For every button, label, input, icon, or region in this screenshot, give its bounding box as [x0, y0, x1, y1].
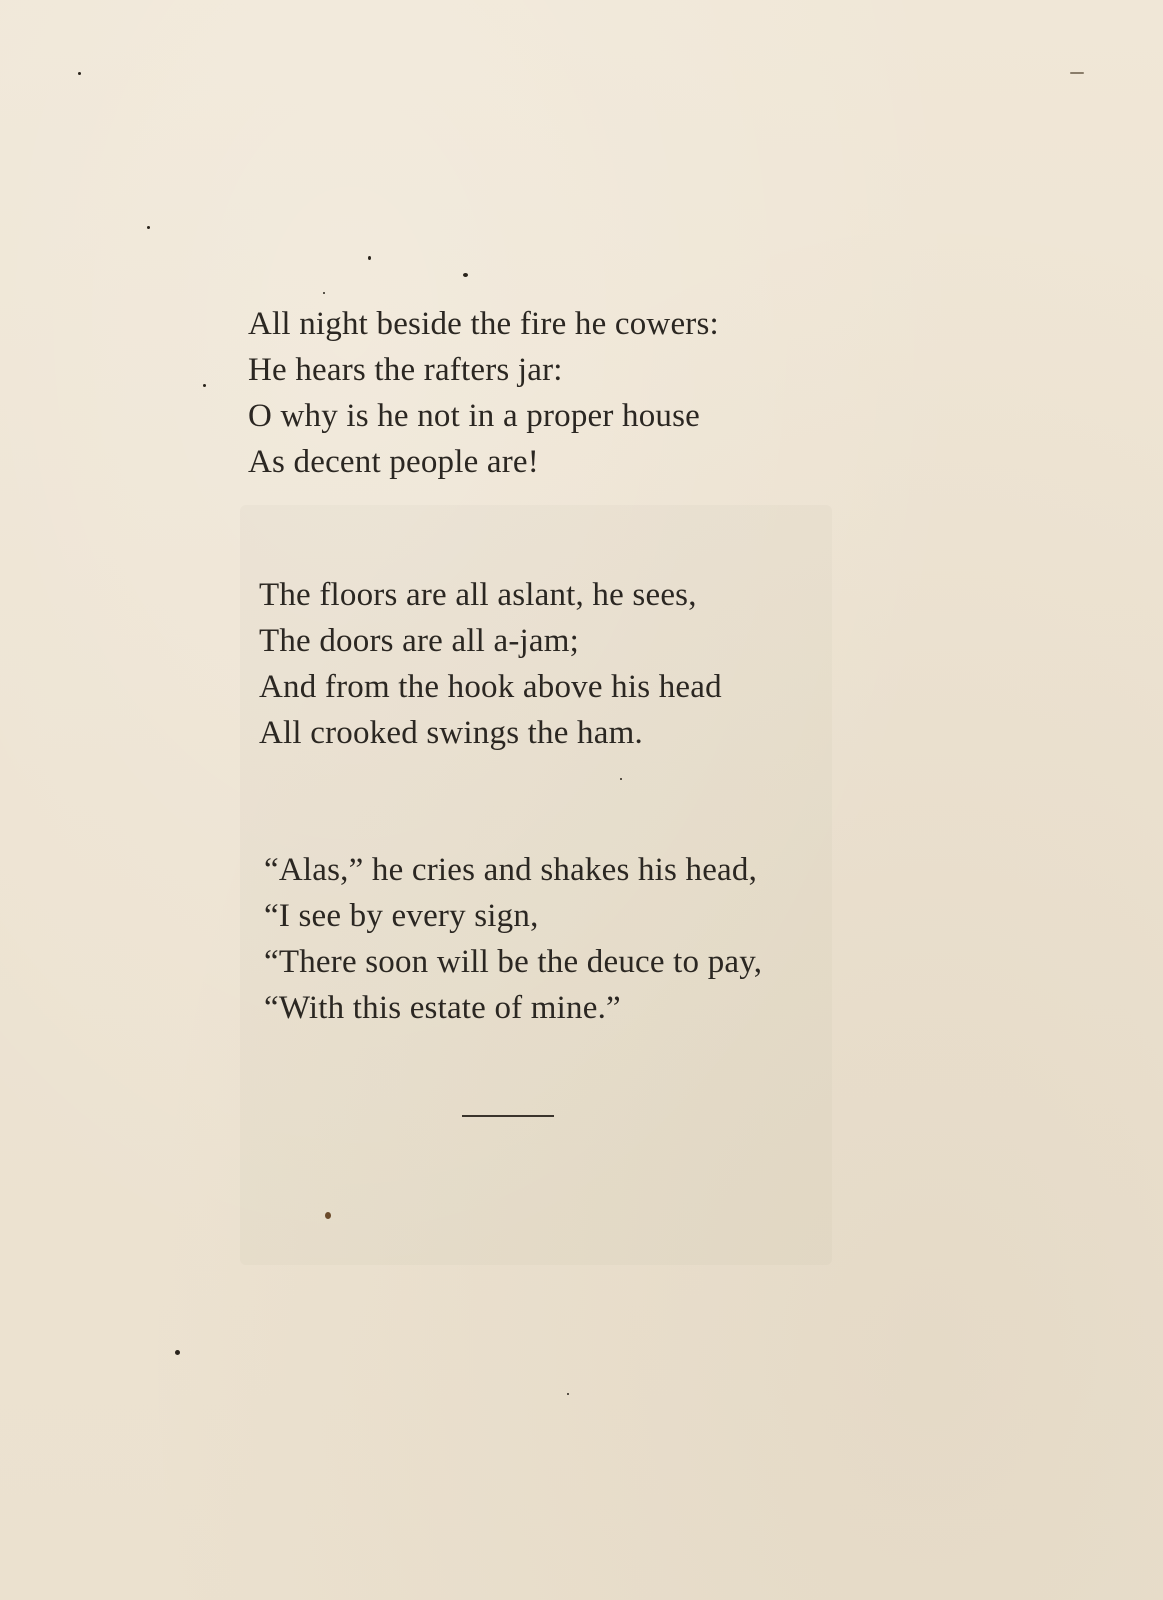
poem-line: He hears the rafters jar:	[248, 352, 563, 388]
stanza-3	[264, 847, 762, 1031]
poem-line: “There soon will be the deuce to pay,	[264, 944, 763, 980]
poem-line: The doors are all a-jam;	[259, 623, 579, 659]
poem-line: “Alas,” he cries and shakes his head,	[264, 852, 758, 888]
section-divider	[462, 1115, 554, 1117]
poem-line: And from the hook above his head	[259, 669, 722, 705]
stanza-1	[248, 301, 719, 485]
poem-line: All crooked swings the ham.	[259, 715, 643, 751]
poem-line: All night beside the fire he cowers:	[248, 306, 719, 342]
poem-line: “I see by every sign,	[264, 898, 539, 934]
stanza-2	[259, 572, 722, 756]
poem-line: O why is he not in a proper house	[248, 398, 701, 434]
poem-line: As decent people are!	[248, 444, 539, 480]
poem-line: The floors are all aslant, he sees,	[259, 577, 697, 613]
poem-line: “With this estate of mine.”	[264, 990, 621, 1026]
